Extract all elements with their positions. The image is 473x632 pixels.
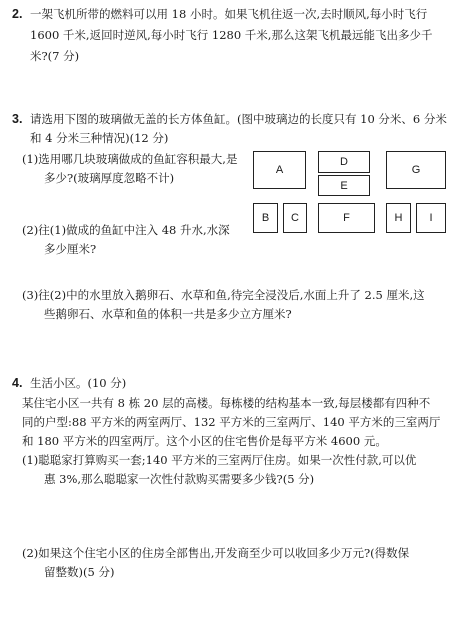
q3-sub1-line2: 多少?(玻璃厚度忽略不计) xyxy=(44,171,175,185)
glass-pane-b: B xyxy=(253,203,278,233)
q4-title: 生活小区。(10 分) xyxy=(30,376,127,390)
q2-line1: 一架飞机所带的燃料可以用 18 小时。如果飞机往返一次,去时顺风,每小时飞行 xyxy=(30,7,428,21)
q2-line2: 1600 千米,返回时逆风,每小时飞行 1280 千米,那么这架飞机最远能飞出多少千 xyxy=(30,28,433,42)
q3-sub1-line1: (1)选用哪几块玻璃做成的鱼缸容积最大,是 xyxy=(22,152,238,166)
q2-line3: 米?(7 分) xyxy=(30,49,80,63)
glass-pane-c: C xyxy=(283,203,307,233)
q4-number: 4. xyxy=(12,376,23,390)
q4-sub2-line1: (2)如果这个住宅小区的住房全部售出,开发商至少可以收回多少万元?(得数保 xyxy=(22,546,410,560)
q3-sub3-line1: (3)往(2)中的水里放入鹅卵石、水草和鱼,待完全浸没后,水面上升了 2.5 厘米,这 xyxy=(22,288,425,302)
q3-sub2-line2: 多少厘米? xyxy=(44,242,97,256)
q2-number: 2. xyxy=(12,7,23,21)
q3-sub2-line1: (2)往(1)做成的鱼缸中注入 48 升水,水深 xyxy=(22,223,230,237)
glass-pane-f: F xyxy=(318,203,375,233)
glass-pane-i: I xyxy=(416,203,446,233)
q3-number: 3. xyxy=(12,112,23,126)
q4-sub1-line2: 惠 3%,那么聪聪家一次性付款购买需要多少钱?(5 分) xyxy=(44,472,315,486)
q3-line2: 和 4 分米三种情况)(12 分) xyxy=(30,131,169,145)
glass-pane-h: H xyxy=(386,203,411,233)
q4-sub1-line1: (1)聪聪家打算购买一套;140 平方米的三室两厅住房。如果一次性付款,可以优 xyxy=(22,453,417,467)
glass-pane-d: D xyxy=(318,151,370,173)
q4-paragraph-line1: 某住宅小区一共有 8 栋 20 层的高楼。每栋楼的结构基本一致,每层楼都有四种不 xyxy=(22,396,431,410)
q3-line1: 请选用下图的玻璃做无盖的长方体鱼缸。(图中玻璃边的长度只有 10 分米、6 分米 xyxy=(30,112,447,126)
q4-sub2-line2: 留整数)(5 分) xyxy=(44,565,115,579)
glass-pane-a: A xyxy=(253,151,306,189)
q4-paragraph-line3: 和 180 平方米的四室两厅。这个小区的住宅售价是每平方米 4600 元。 xyxy=(22,434,387,448)
q3-sub3-line2: 些鹅卵石、水草和鱼的体积一共是多少立方厘米? xyxy=(44,307,292,321)
glass-pane-e: E xyxy=(318,175,370,196)
glass-pane-g: G xyxy=(386,151,446,189)
q4-paragraph-line2: 同的户型:88 平方米的两室两厅、132 平方米的三室两厅、140 平方米的三室两厅 xyxy=(22,415,441,429)
